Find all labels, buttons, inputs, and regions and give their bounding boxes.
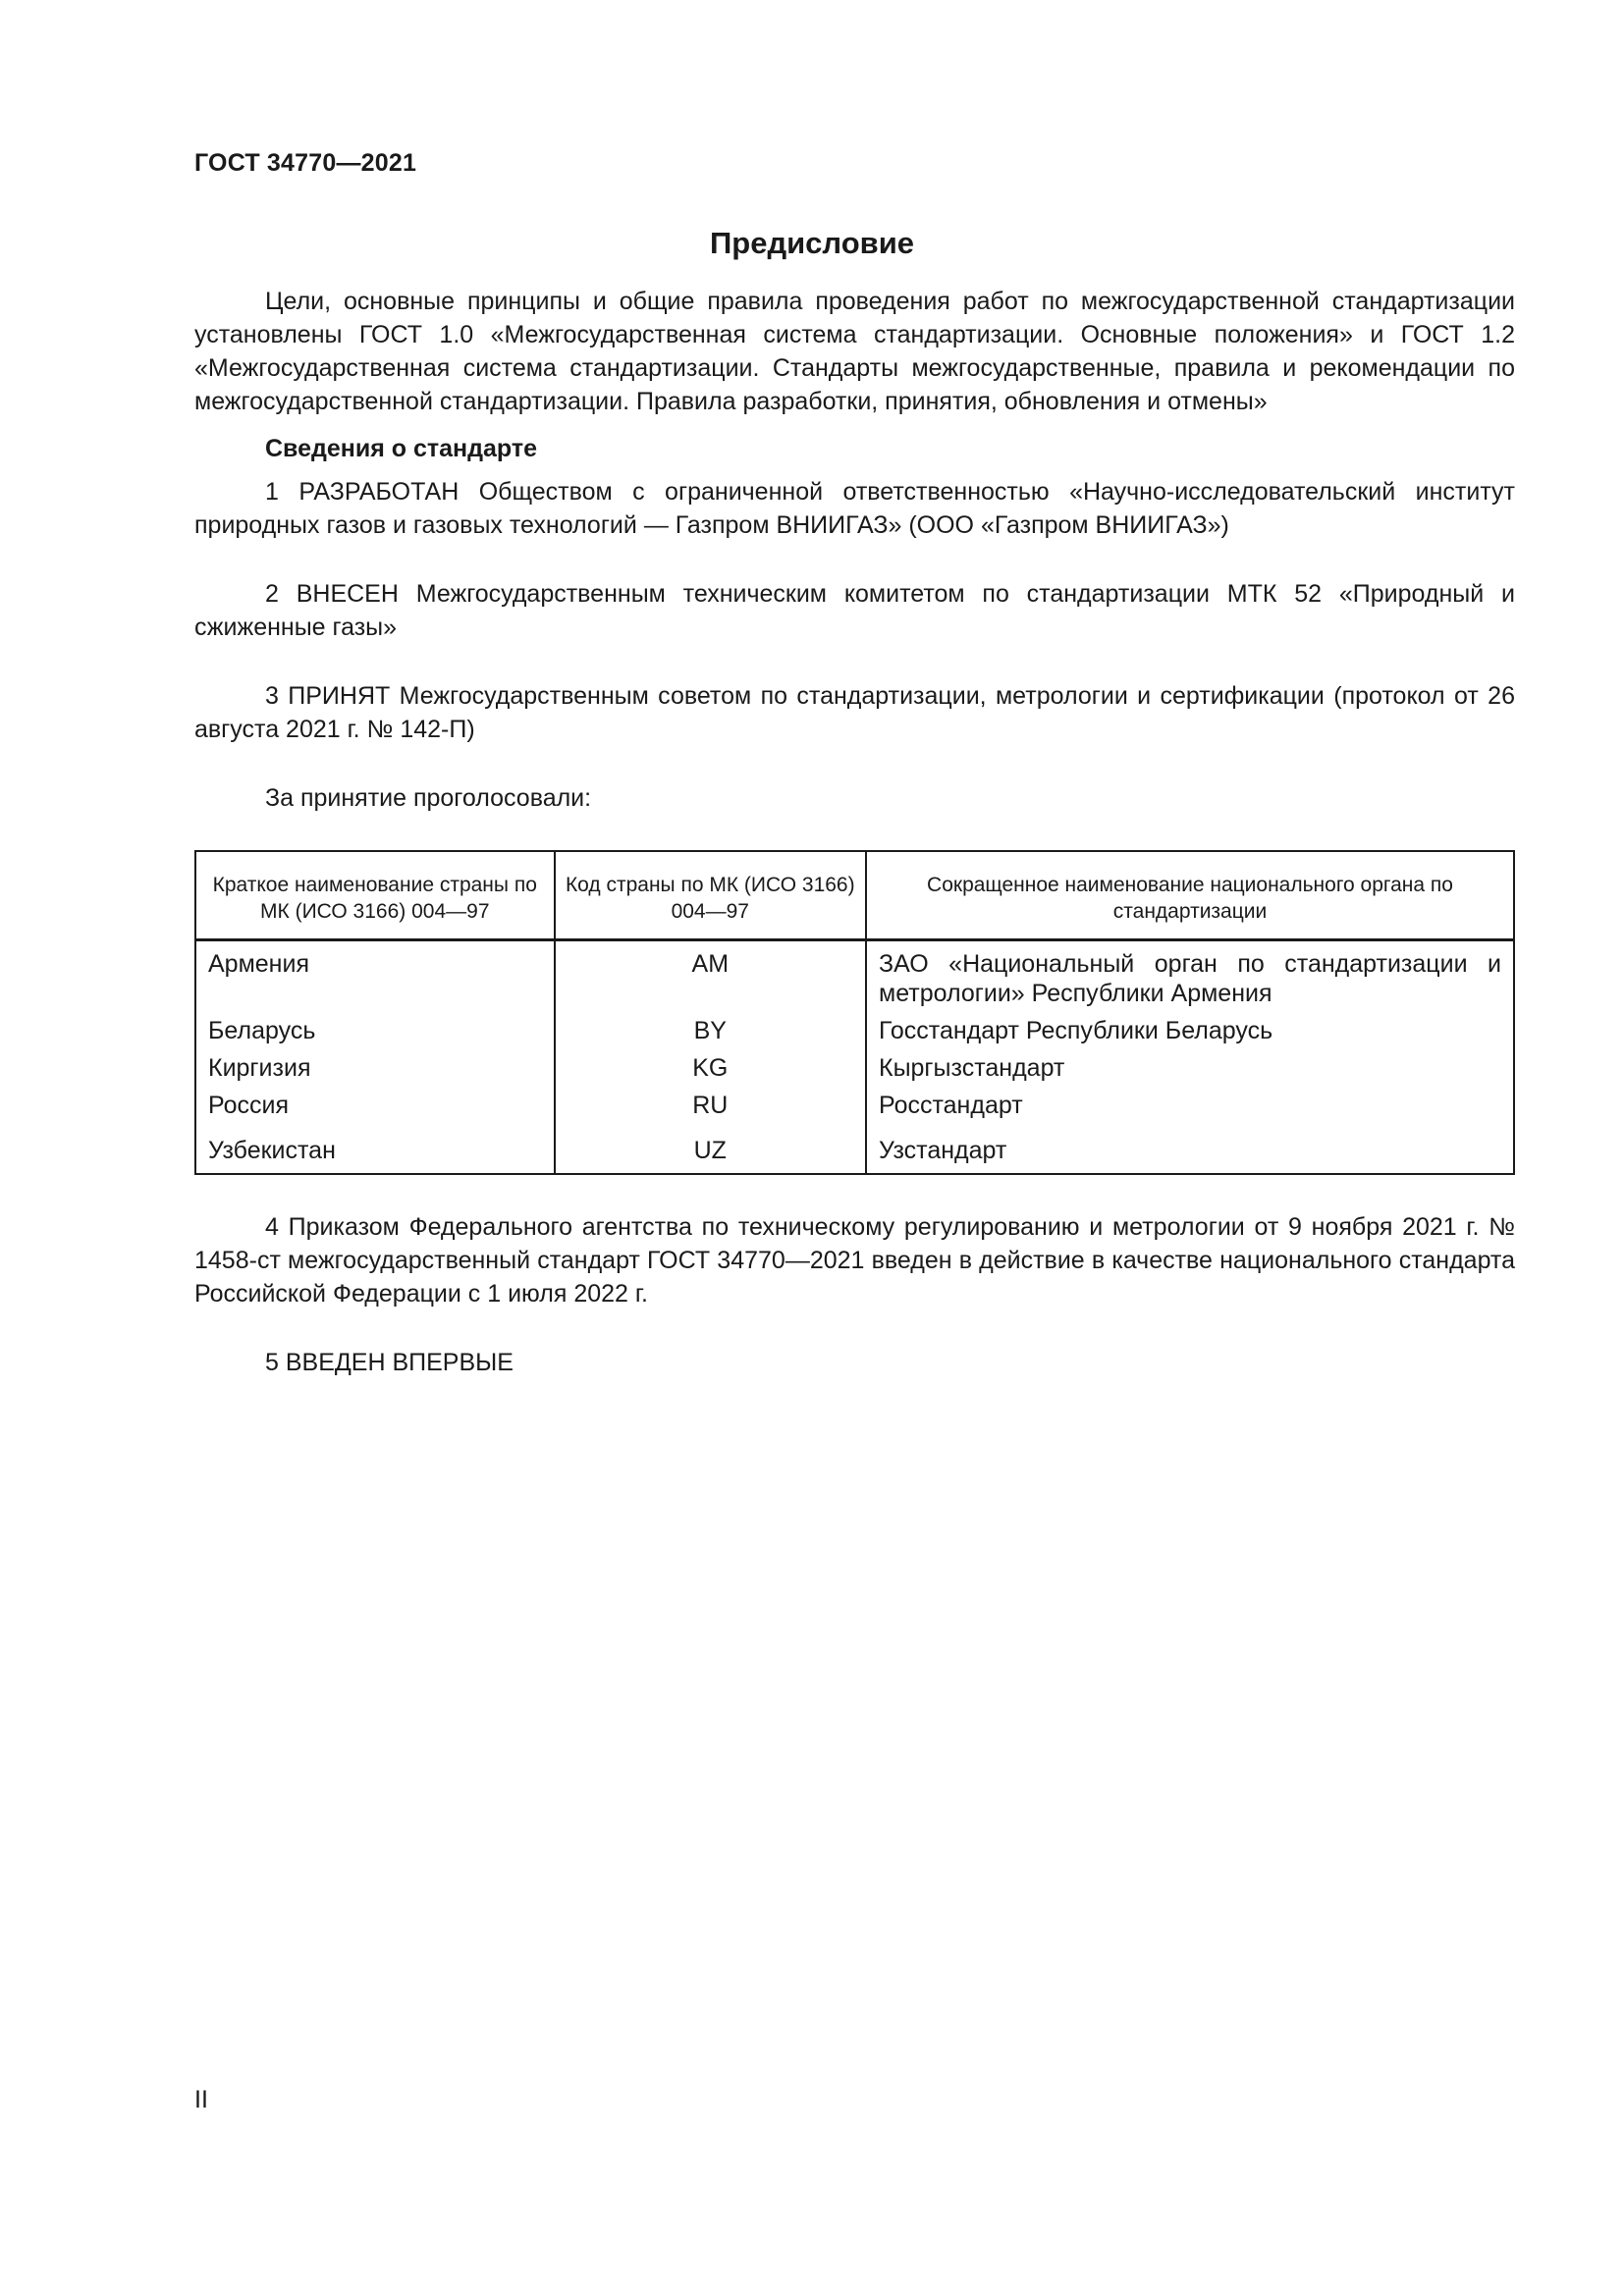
intro-paragraph: Цели, основные принципы и общие правила проведения работ по межгосударственной стандартизации установлены ГОСТ 1.0 «Межгосударственная система стандартизации. Основные положения» и ГОСТ 1.2 «Межгосударственная система стандартизации. Стандарты межгосударственные, правила и рекомендации по межгосударственной стандартизации. Правила разработки, принятия, обновления и отмены» <box>194 288 1515 415</box>
item-first-introduced: 5 ВВЕДЕН ВПЕРВЫЕ <box>265 1349 514 1376</box>
cell-organ: Узстандарт <box>866 1124 1514 1174</box>
cell-country: Узбекистан <box>195 1124 555 1174</box>
header-national-body: Сокращенное наименование национального органа по стандартизации <box>866 851 1514 940</box>
item-introduced: 2 ВНЕСЕН Межгосударственным техническим комитетом по стандартизации МТК 52 «Природный и сжиженные газы» <box>194 580 1515 641</box>
item-adopted: 3 ПРИНЯТ Межгосударственным советом по стандартизации, метрологии и сертификации (протокол от 26 августа 2021 г. № 142-П) <box>194 682 1515 743</box>
cell-code: AM <box>555 940 866 1013</box>
voted-label: За принятие проголосовали: <box>265 784 592 812</box>
cell-organ: Росстандарт <box>866 1087 1514 1124</box>
header-country-code: Код страны по МК (ИСО 3166) 004—97 <box>555 851 866 940</box>
foreword-body <box>194 285 1515 1415</box>
cell-country: Беларусь <box>195 1012 555 1049</box>
table-row <box>195 1049 1514 1087</box>
cell-code: UZ <box>555 1124 866 1174</box>
table-row <box>195 940 1514 1013</box>
table-row <box>195 1012 1514 1049</box>
cell-country: Армения <box>195 940 555 1013</box>
page-number: II <box>194 2086 208 2113</box>
cell-organ: ЗАО «Национальный орган по стандартизации и метрологии» Республики Армения <box>866 940 1514 1013</box>
cell-country: Россия <box>195 1087 555 1124</box>
cell-code: RU <box>555 1087 866 1124</box>
voting-table <box>194 850 1515 1175</box>
item-developed: 1 РАЗРАБОТАН Обществом с ограниченной ответственностью «Научно-исследовательский институт природных газов и газовых технологий — Газпром ВНИИГАЗ» (ООО «Газпром ВНИИГАЗ») <box>194 478 1515 539</box>
cell-organ: Кыргызстандарт <box>866 1049 1514 1087</box>
page-title: Предисловие <box>709 226 914 260</box>
cell-code: KG <box>555 1049 866 1087</box>
cell-organ: Госстандарт Республики Беларусь <box>866 1012 1514 1049</box>
cell-country: Киргизия <box>195 1049 555 1087</box>
header-country-name: Краткое наименование страны по МК (ИСО 3166) 004—97 <box>195 851 555 940</box>
cell-code: BY <box>555 1012 866 1049</box>
table-header-row <box>195 851 1514 940</box>
section-heading: Сведения о стандарте <box>265 435 538 462</box>
table-row <box>195 1124 1514 1174</box>
document-id: ГОСТ 34770—2021 <box>194 149 417 177</box>
table-row <box>195 1087 1514 1124</box>
item-enacted: 4 Приказом Федерального агентства по техническому регулированию и метрологии от 9 ноября 2021 г. № 1458-ст межгосударственный стандарт ГОСТ 34770—2021 введен в действие в качестве национального стандарта Российской Федерации с 1 июля 2022 г. <box>194 1213 1515 1308</box>
